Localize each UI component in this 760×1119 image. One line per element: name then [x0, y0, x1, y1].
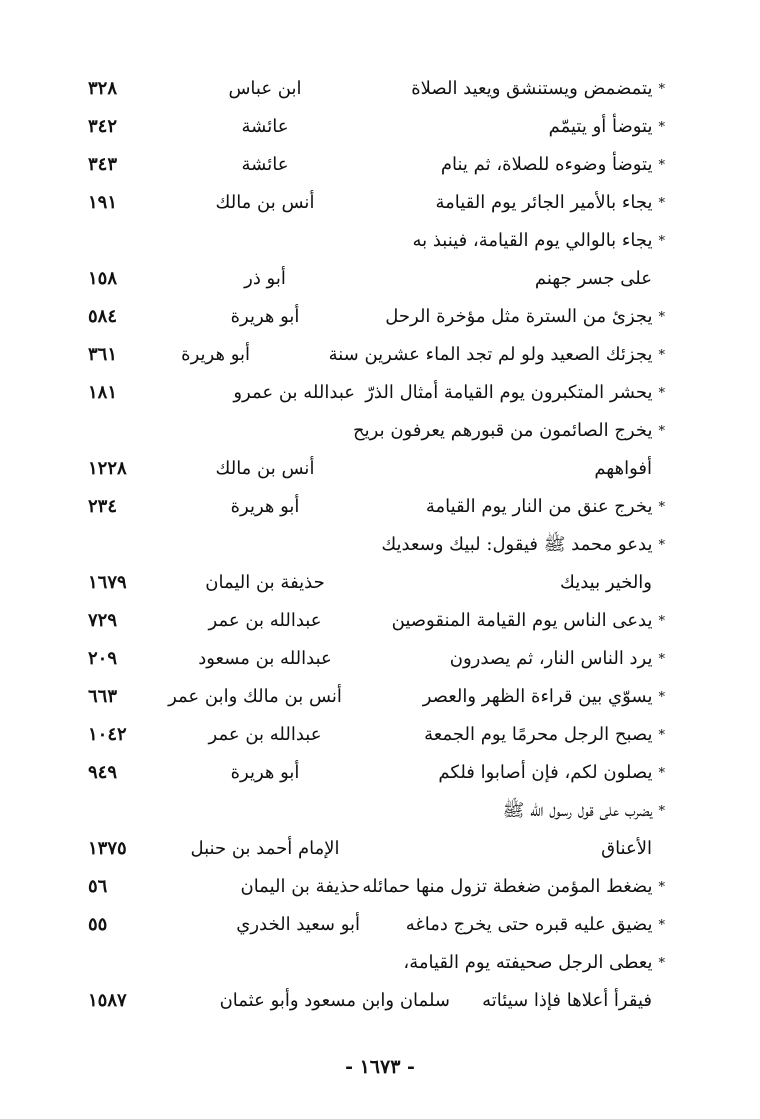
hadith-label: يجزئ من السترة مثل مؤخرة الرحل: [385, 306, 653, 327]
table-row: [0, 640, 760, 678]
narrator: أنس بن مالك وابن عمر: [168, 686, 342, 707]
hadith-text: [225, 222, 665, 260]
page-reference: ٢٣٤: [88, 496, 118, 517]
narrator: عبدالله بن عمر: [208, 610, 322, 631]
table-row: [0, 336, 760, 374]
narrator: الإمام أحمد بن حنبل: [190, 838, 340, 859]
page-reference: ٢٠٩: [88, 648, 118, 669]
table-row: [0, 488, 760, 526]
star-icon: *: [658, 652, 665, 667]
narrator: أبو ذر: [244, 268, 286, 289]
hadith-continuation: فيقرأ أعلاها فإذا سيئاته: [482, 990, 652, 1011]
hadith-text: [345, 108, 665, 146]
table-row: [0, 830, 760, 868]
star-icon: *: [658, 386, 665, 401]
star-icon: *: [658, 956, 665, 971]
table-row: [0, 602, 760, 640]
narrator: عبدالله بن عمرو: [233, 382, 355, 403]
hadith-label: يتوضأ أو يتيمّم: [548, 116, 653, 137]
table-row: [0, 526, 760, 564]
hadith-label: يحشر المتكبرون يوم القيامة أمثال الذرّ: [365, 382, 653, 403]
table-row: [0, 906, 760, 944]
hadith-label: يدعو محمد ﷺ فيقول: لبيك وسعديك: [381, 534, 653, 555]
hadith-text: [225, 336, 665, 374]
hadith-text: [345, 488, 665, 526]
table-row: [0, 450, 760, 488]
page-number: - ١٦٧٣ -: [345, 1056, 415, 1078]
hadith-text: [345, 374, 665, 412]
hadith-text: [345, 602, 665, 640]
page-reference: ١٥٨: [88, 268, 118, 289]
narrator: أبو سعيد الخدري: [236, 914, 360, 935]
page-reference: ١٦٧٩: [88, 572, 127, 593]
table-row: [0, 678, 760, 716]
page-reference: ٩٤٩: [88, 762, 118, 783]
hadith-label: يخرج عنق من النار يوم القيامة: [425, 496, 653, 517]
hadith-text: [345, 640, 665, 678]
table-row: [0, 944, 760, 982]
hadith-label: يدعى الناس يوم القيامة المنقوصين: [391, 610, 653, 631]
hadith-text: [345, 70, 665, 108]
table-row: [0, 70, 760, 108]
hadith-text: [345, 678, 665, 716]
narrator: أبو هريرة: [181, 344, 250, 365]
hadith-continuation: أفواههم: [594, 458, 652, 479]
hadith-text: [345, 754, 665, 792]
hadith-continuation: الأعناق: [601, 838, 652, 859]
hadith-label: يعطى الرجل صحيفته يوم القيامة،: [403, 952, 653, 973]
narrator: ابن عباس: [228, 78, 302, 99]
star-icon: *: [658, 804, 665, 819]
hadith-label: يجاء بالوالي يوم القيامة، فينبذ به: [412, 230, 653, 251]
star-icon: *: [658, 196, 665, 211]
star-icon: *: [658, 234, 665, 249]
hadith-label: يضيق عليه قبره حتى يخرج دماغه: [405, 914, 653, 935]
hadith-label: يسوّي بين قراءة الظهر والعصر: [422, 686, 653, 707]
star-icon: *: [658, 82, 665, 97]
hadith-continuation: على جسر جهنم: [534, 268, 652, 289]
star-icon: *: [658, 120, 665, 135]
star-icon: *: [658, 766, 665, 781]
narrator: أنس بن مالك: [215, 192, 315, 213]
table-row: [0, 792, 760, 830]
hadith-label: يتوضأ وضوءه للصلاة، ثم ينام: [440, 154, 653, 175]
star-icon: *: [658, 158, 665, 173]
star-icon: *: [658, 728, 665, 743]
table-row: [0, 754, 760, 792]
star-icon: *: [658, 918, 665, 933]
hadith-label: يرد الناس النار، ثم يصدرون: [449, 648, 653, 669]
table-row: [0, 108, 760, 146]
star-icon: *: [658, 880, 665, 895]
hadith-continuation: والخير بيديك: [560, 572, 652, 593]
page-reference: ٥٥: [88, 914, 108, 935]
hadith-text: [225, 412, 665, 450]
page-reference: ١٣٧٥: [88, 838, 127, 859]
narrator: حذيفة بن اليمان: [205, 572, 325, 593]
table-row: [0, 298, 760, 336]
narrator: سلمان وابن مسعود وأبو عثمان: [219, 990, 450, 1011]
hadith-text: [225, 944, 665, 982]
hadith-text: [345, 868, 665, 906]
table-row: [0, 222, 760, 260]
star-icon: *: [658, 690, 665, 705]
page-reference: ٦٦٣: [88, 686, 118, 707]
narrator: أبو هريرة: [230, 762, 300, 783]
table-row: [0, 982, 760, 1020]
table-row: [0, 564, 760, 602]
table-row: [0, 716, 760, 754]
table-row: [0, 146, 760, 184]
page-reference: ٥٦: [88, 876, 108, 897]
table-row: [0, 374, 760, 412]
narrator: أنس بن مالك: [215, 458, 315, 479]
narrator: عائشة: [241, 154, 289, 175]
table-row: [0, 868, 760, 906]
hadith-text: [345, 146, 665, 184]
page-reference: ٣٤٢: [88, 116, 118, 137]
page-reference: ١٩١: [88, 192, 118, 213]
hadith-label: يضغط المؤمن ضغطة تزول منها حمائله: [362, 876, 653, 897]
star-icon: *: [658, 500, 665, 515]
table-row: [0, 412, 760, 450]
hadith-text: [345, 906, 665, 944]
page-reference: ٣٤٣: [88, 154, 118, 175]
page-reference: ٣٢٨: [88, 78, 118, 99]
hadith-label: يجاء بالأمير الجائر يوم القيامة: [435, 192, 653, 213]
page-reference: ١٢٢٨: [88, 458, 127, 479]
hadith-text: [345, 716, 665, 754]
page-reference: ٣٦١: [88, 344, 118, 365]
hadith-label: يصلون لكم، فإن أصابوا فلكم: [438, 762, 653, 783]
narrator: عبدالله بن مسعود: [198, 648, 332, 669]
hadith-label: يضرب على قول رسول الله ﷺ: [502, 800, 653, 821]
narrator: عائشة: [241, 116, 289, 137]
hadith-text: [225, 792, 665, 830]
star-icon: *: [658, 424, 665, 439]
table-row: [0, 184, 760, 222]
hadith-text: [345, 184, 665, 222]
page-reference: ١٠٤٢: [88, 724, 127, 745]
page-reference: ٧٢٩: [88, 610, 118, 631]
table-row: [0, 260, 760, 298]
narrator: أبو هريرة: [230, 496, 300, 517]
hadith-text: [225, 526, 665, 564]
hadith-text: [345, 298, 665, 336]
narrator: حذيفة بن اليمان: [240, 876, 360, 897]
page-reference: ٥٨٤: [88, 306, 118, 327]
hadith-label: يخرج الصائمون من قبورهم يعرفون بريح: [353, 420, 653, 441]
narrator: عبدالله بن عمر: [208, 724, 322, 745]
star-icon: *: [658, 348, 665, 363]
hadith-label: يتمضمض ويستنشق ويعيد الصلاة: [411, 78, 653, 99]
star-icon: *: [658, 614, 665, 629]
page-reference: ١٨١: [88, 382, 118, 403]
star-icon: *: [658, 538, 665, 553]
narrator: أبو هريرة: [230, 306, 300, 327]
hadith-label: يجزئك الصعيد ولو لم تجد الماء عشرين سنة: [328, 344, 653, 365]
page-reference: ١٥٨٧: [88, 990, 127, 1011]
star-icon: *: [658, 310, 665, 325]
hadith-label: يصبح الرجل محرمًا يوم الجمعة: [424, 724, 653, 745]
